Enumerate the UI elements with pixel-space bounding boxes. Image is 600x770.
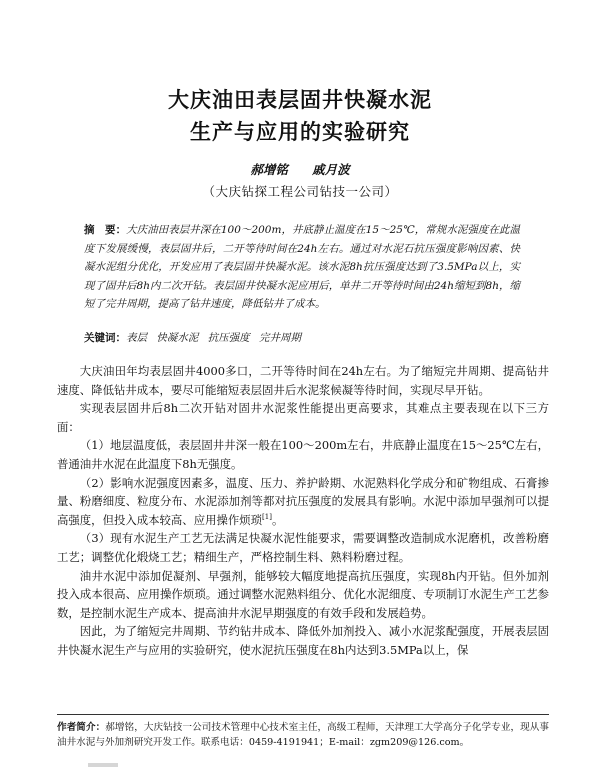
footnote-label: 作者简介： (57, 722, 106, 733)
body-paragraph-3: （1）地层温度低，表层固井井深一般在100～200m左右，井底静止温度在15～25℃左右，普通油井水泥在此温度下8h无强度。 (57, 438, 549, 471)
body-paragraph-4-end: 。 (271, 512, 284, 527)
citation-ref-1: [1] (262, 512, 272, 521)
footnote-text: 郝增铭，大庆钻技一公司技术管理中心技术室主任，高级工程师，天津理工大学高分子化学专业，现从事油井水泥与外加剂研究开发工作。联系电话：0459-4191941；E-mail：zgm209@126.com。 (57, 722, 550, 748)
body-paragraph-5: （3）现有水泥生产工艺无法满足快凝水泥性能要求，需要调整改造制成水泥磨机，改善粉磨工艺；调整优化煅烧工艺；精细生产，严格控制生料、熟料粉磨过程。 (57, 531, 549, 564)
keywords-text: 表层 快凝水泥 抗压强度 完井周期 (126, 332, 302, 344)
abstract-text: 大庆油田表层井深在100～200m，井底静止温度在15～25℃，常规水泥强度在此温度下发展缓慢，表层固井后，二开等待时间在24h左右。通过对水泥石抗压强度影响因素、快凝水泥组分优化，开发应用了表层固井快凝水泥。该水泥8h抗压强度达到了3.5MPa以上，实现了固井后8h内二次开钻。表层固井快凝水泥应用后，单井二开等待时间由24h缩短到8h，缩短了完井周期，提高了钻井速度，降低钻井了成本。 (84, 224, 520, 311)
affiliation: （大庆钻探工程公司钻技一公司） (202, 184, 398, 199)
footnote-divider (57, 714, 549, 715)
body-text (57, 362, 549, 660)
body-paragraph-2: 实现表层固井后8h二次开钻对固井水泥浆性能提出更高要求，其难点主要表现在以下三方面： (57, 401, 549, 434)
page-number-smudge (88, 763, 118, 767)
authors: 郝增铭 戚月波 (250, 162, 350, 177)
body-paragraph-4-text: （2）影响水泥强度因素多，温度、压力、养护龄期、水泥熟料化学成分和矿物组成、石膏掺量、粉磨细度、粒度分布、水泥添加剂等都对抗压强度的发展具有影响。水泥中添加早强剂可以提高强度，但投入成本较高、应用操作烦琐 (57, 475, 549, 527)
keywords-label: 关键词： (84, 332, 126, 344)
body-paragraph-6: 油井水泥中添加促凝剂、早强剂，能够较大幅度地提高抗压强度，实现8h内开钻。但外加剂投入成本很高、应用操作烦琐。通过调整水泥熟料组分、优化水泥细度、专项制订水泥生产工艺参数，是控制水泥生产成本、提高油井水泥早期强度的有效手段和发展趋势。 (57, 568, 549, 620)
abstract (84, 221, 520, 314)
title-line-1: 大庆油田表层固井快凝水泥 (168, 88, 432, 112)
body-paragraph-7: 因此，为了缩短完井周期、节约钻井成本、降低外加剂投入、减小水泥浆配强度，开展表层固井快凝水泥生产与应用的实验研究，使水泥抗压强度在8h内达到3.5MPa以上，保 (57, 624, 549, 657)
title-line-2: 生产与应用的实验研究 (190, 120, 410, 144)
abstract-label: 摘 要： (84, 224, 127, 236)
body-paragraph-4 (57, 474, 549, 530)
author-footnote (57, 720, 549, 750)
body-paragraph-1: 大庆油田年均表层固井4000多口，二开等待时间在24h左右。为了缩短完井周期、提高钻井速度、降低钻井成本，要尽可能缩短表层固井后水泥浆候凝等待时间，实现尽早开钻。 (57, 364, 549, 397)
keywords (84, 330, 520, 345)
